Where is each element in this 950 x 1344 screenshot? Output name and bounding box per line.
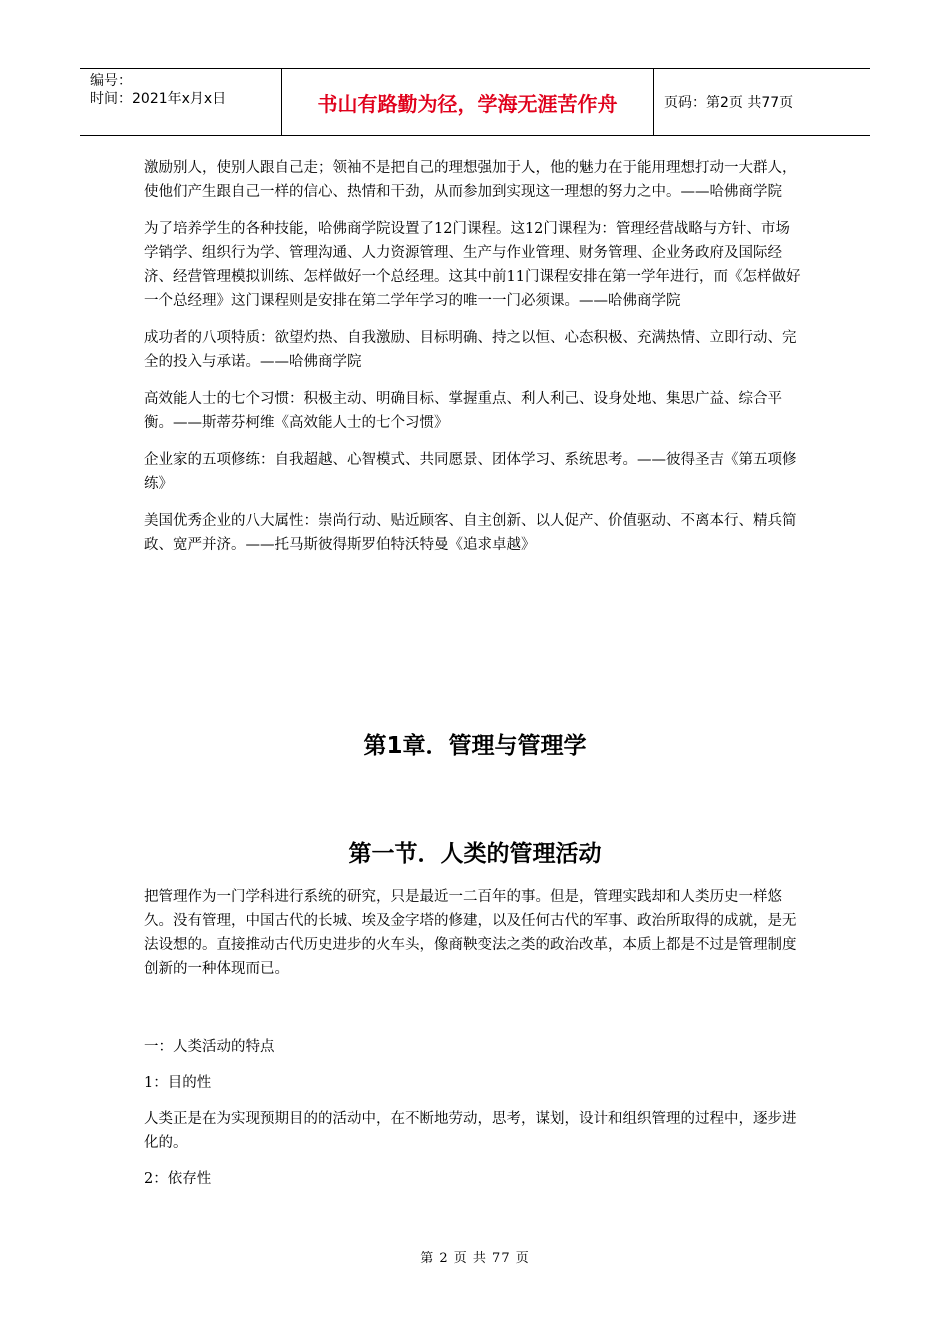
list-item-heading: 1：目的性: [144, 1075, 212, 1091]
list-item-text: 人类正是在为实现预期目的的活动中，在不断地劳动，思考，谋划，设计和组织管理的过程中，逐步进化的。: [144, 1111, 797, 1151]
quote-paragraph: 企业家的五项修练：自我超越、心智模式、共同愿景、团体学习、系统思考。——彼得圣吉《第五项修练》: [144, 452, 797, 492]
subheading: 一：人类活动的特点: [144, 1039, 275, 1055]
quote-paragraph: 为了培养学生的各种技能，哈佛商学院设置了12门课程。这12门课程为：管理经营战略与方针、市场学销学、组织行为学、管理沟通、人力资源管理、生产与作业管理、财务管理、企业务政府及国际经济、经营管理模拟训练、怎样做好一个总经理。这其中前11门课程安排在第一学年进行，而《怎样做好一个总经理》这门课程则是安排在第二学年学习的唯一一门必须课。——哈佛商学院: [144, 221, 801, 309]
header-page-info: 页码：第2页 共77页: [664, 95, 794, 111]
header-meta: [80, 69, 282, 135]
intro-paragraph: 把管理作为一门学科进行系统的研究，只是最近一二百年的事。但是，管理实践却和人类历史一样悠久。没有管理，中国古代的长城、埃及金字塔的修建，以及任何古代的军事、政治所取得的成就，是无法设想的。直接推动古代历史进步的火车头，像商鞅变法之类的政治改革，本质上都是不过是管理制度创新的一种体现而已。: [144, 889, 797, 977]
document-date: 时间：2021年x月x日: [90, 91, 227, 107]
quote-paragraph: 成功者的八项特质：欲望灼热、自我激励、目标明确、持之以恒、心态积极、充满热情、立即行动、完全的投入与承诺。——哈佛商学院: [144, 330, 797, 370]
page-footer: 第 2 页 共 77 页: [420, 1251, 530, 1266]
section-title: 第一节．人类的管理活动: [348, 841, 602, 867]
quote-paragraph: 美国优秀企业的八大属性：崇尚行动、贴近顾客、自主创新、以人促产、价值驱动、不离本行、精兵简政、宽严并济。——托马斯彼得斯罗伯特沃特曼《追求卓越》: [144, 513, 797, 553]
header-motto: 书山有路勤为径，学海无涯苦作舟: [282, 69, 654, 135]
quote-paragraph: 高效能人士的七个习惯：积极主动、明确目标、掌握重点、利人利己、设身处地、集思广益、综合平衡。——斯蒂芬柯维《高效能人士的七个习惯》: [144, 391, 782, 431]
list-item-heading: 2：依存性: [144, 1171, 212, 1187]
quote-paragraph: 激励别人，使别人跟自己走；领袖不是把自己的理想强加于人，他的魅力在于能用理想打动一大群人，使他们产生跟自己一样的信心、热情和干劲，从而参加到实现这一理想的努力之中。——哈佛商学院: [144, 160, 797, 200]
page-header: [80, 68, 870, 136]
chapter-title: 第1章．管理与管理学: [363, 733, 587, 759]
document-number-label: 编号：: [90, 73, 132, 89]
section-body: [144, 885, 804, 1191]
quotes-section: [144, 156, 804, 557]
